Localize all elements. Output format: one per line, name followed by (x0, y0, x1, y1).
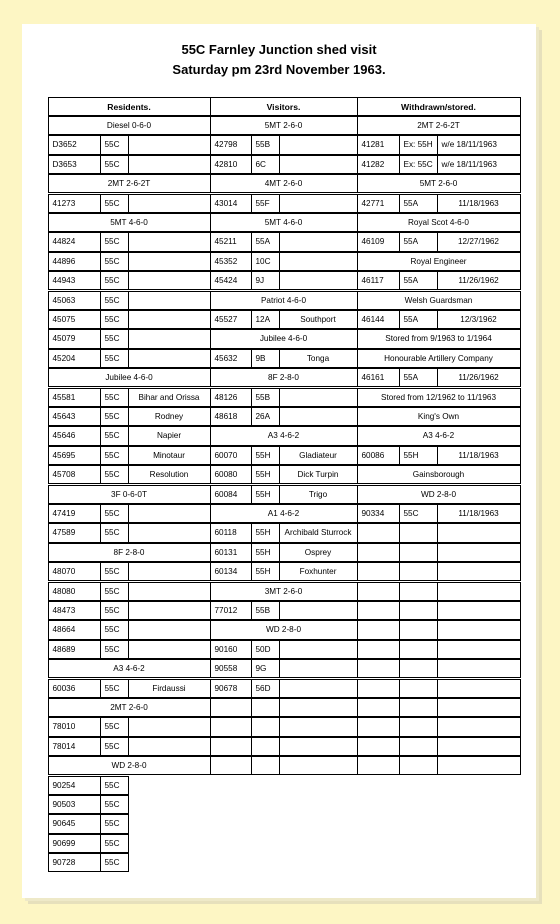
engine-number: 46117 (357, 271, 400, 290)
engine-number: 44896 (48, 252, 101, 271)
engine-number: 45643 (48, 407, 101, 426)
shed-code (399, 698, 438, 717)
withdrawn-class-label: Gainsborough (357, 465, 521, 484)
withdrawn-class-label: A3 4-6-2 (357, 426, 521, 445)
shed-code: 55F (251, 194, 280, 213)
shed-code (399, 543, 438, 562)
withdrawn-date: 11/18/1963 (437, 446, 521, 465)
engine-name: Southport (279, 310, 358, 329)
shed-code: 55C (100, 601, 129, 620)
engine-name (279, 252, 358, 271)
shed-code: 55C (100, 252, 129, 271)
shed-code (399, 582, 438, 601)
engine-number: 45211 (210, 232, 252, 251)
shed-code: 55C (100, 271, 129, 290)
engine-number: 90678 (210, 679, 252, 698)
withdrawn-header: Withdrawn/stored. (357, 97, 521, 116)
withdrawn-date: 11/26/1962 (437, 271, 521, 290)
engine-number: 90334 (357, 504, 400, 523)
shed-code: 9J (251, 271, 280, 290)
engine-number (357, 582, 400, 601)
shed-code: 55H (251, 523, 280, 542)
visitors-class-label: 5MT 4-6-0 (210, 213, 358, 232)
withdrawn-date (437, 601, 521, 620)
shed-code (399, 717, 438, 736)
engine-number: 45527 (210, 310, 252, 329)
engine-number: 42798 (210, 135, 252, 154)
engine-number: 77012 (210, 601, 252, 620)
engine-number: 46109 (357, 232, 400, 251)
engine-name (128, 232, 211, 251)
withdrawn-date (437, 523, 521, 542)
engine-number: 48080 (48, 582, 101, 601)
engine-name: Gladiateur (279, 446, 358, 465)
engine-name (279, 232, 358, 251)
engine-number: 78010 (48, 717, 101, 736)
page-title: 55C Farnley Junction shed visit (181, 42, 377, 57)
engine-number (357, 543, 400, 562)
withdrawn-class-label: Royal Engineer (357, 252, 521, 271)
engine-number: 47419 (48, 504, 101, 523)
shed-code: 55C (100, 679, 129, 698)
shed-code: 55C (100, 582, 129, 601)
visitors-class-label: 4MT 2-6-0 (210, 174, 358, 193)
visitors-class-label: Jubilee 4-6-0 (210, 329, 358, 348)
engine-name (128, 737, 211, 756)
shed-code: Ex: 55C (399, 155, 438, 174)
residents-class-label: 3F 0-6-0T (48, 485, 211, 504)
engine-number: 78014 (48, 737, 101, 756)
engine-name (128, 640, 211, 659)
engine-number: 60070 (210, 446, 252, 465)
engine-number: 46161 (357, 368, 400, 387)
shed-code (251, 737, 280, 756)
engine-number (357, 756, 400, 775)
engine-name (128, 523, 211, 542)
shed-code: 55C (100, 446, 129, 465)
withdrawn-date (437, 640, 521, 659)
engine-name: Osprey (279, 543, 358, 562)
shed-code (399, 601, 438, 620)
shed-code: 55A (399, 368, 438, 387)
withdrawn-class-label: Stored from 12/1962 to 11/1963 (357, 388, 521, 407)
shed-code: 56D (251, 679, 280, 698)
engine-number: 48664 (48, 620, 101, 639)
engine-number: 48473 (48, 601, 101, 620)
visitors-class-label: 8F 2-8-0 (210, 368, 358, 387)
shed-code: 55H (251, 446, 280, 465)
withdrawn-date: 11/18/1963 (437, 504, 521, 523)
shed-code: 55C (100, 388, 129, 407)
engine-number: D3653 (48, 155, 101, 174)
engine-number: 90503 (48, 795, 101, 814)
withdrawn-date (437, 582, 521, 601)
engine-name: Resolution (128, 465, 211, 484)
withdrawn-date (437, 659, 521, 678)
engine-name (279, 717, 358, 736)
residents-class-label: A3 4-6-2 (48, 659, 211, 678)
shed-code: 55C (100, 465, 129, 484)
withdrawn-date (437, 562, 521, 581)
withdrawn-class-label: WD 2-8-0 (357, 485, 521, 504)
shed-code: 55C (100, 504, 129, 523)
shed-code: 55A (399, 194, 438, 213)
shed-code: 55C (100, 737, 129, 756)
engine-number (357, 737, 400, 756)
shed-code (251, 698, 280, 717)
visitors-class-label: 5MT 2-6-0 (210, 116, 358, 135)
shed-code (399, 640, 438, 659)
engine-number: 90160 (210, 640, 252, 659)
shed-code: 55C (100, 795, 129, 814)
residents-header: Residents. (48, 97, 211, 116)
engine-number (357, 640, 400, 659)
withdrawn-date (437, 698, 521, 717)
engine-number: 44943 (48, 271, 101, 290)
engine-number (357, 679, 400, 698)
withdrawn-date (437, 679, 521, 698)
engine-number: 45063 (48, 291, 101, 310)
engine-number (210, 698, 252, 717)
shed-code: 55H (399, 446, 438, 465)
withdrawn-date (437, 717, 521, 736)
engine-number: 48689 (48, 640, 101, 659)
withdrawn-date: 11/26/1962 (437, 368, 521, 387)
withdrawn-class-label: Welsh Guardsman (357, 291, 521, 310)
engine-number (357, 562, 400, 581)
engine-number: 45708 (48, 465, 101, 484)
engine-name: Bihar and Orissa (128, 388, 211, 407)
engine-name (128, 620, 211, 639)
withdrawn-class-label: 5MT 2-6-0 (357, 174, 521, 193)
engine-number (210, 756, 252, 775)
engine-name: Firdaussi (128, 679, 211, 698)
engine-name (279, 407, 358, 426)
shed-code: 55A (399, 232, 438, 251)
engine-number: 90645 (48, 814, 101, 833)
residents-class-label: 5MT 4-6-0 (48, 213, 211, 232)
shed-code: 55C (100, 329, 129, 348)
shed-code (251, 756, 280, 775)
withdrawn-class-label: 2MT 2-6-2T (357, 116, 521, 135)
shed-code (399, 737, 438, 756)
engine-number: 47589 (48, 523, 101, 542)
shed-code: 55B (251, 601, 280, 620)
engine-number: 41281 (357, 135, 400, 154)
shed-code (399, 679, 438, 698)
shed-code: 9G (251, 659, 280, 678)
engine-number: 48126 (210, 388, 252, 407)
engine-name (128, 310, 211, 329)
residents-class-label: 2MT 2-6-0 (48, 698, 211, 717)
engine-name: Archibald Sturrock (279, 523, 358, 542)
shed-code: 55H (251, 485, 280, 504)
engine-name: Napier (128, 426, 211, 445)
shed-code: 55B (251, 388, 280, 407)
shed-code: 55C (100, 194, 129, 213)
engine-number: 60036 (48, 679, 101, 698)
shed-code: 50D (251, 640, 280, 659)
engine-name (128, 252, 211, 271)
engine-number: 45075 (48, 310, 101, 329)
engine-name (128, 717, 211, 736)
engine-number: 45204 (48, 349, 101, 368)
shed-code: 55C (399, 504, 438, 523)
engine-number: 45352 (210, 252, 252, 271)
engine-name (128, 135, 211, 154)
shed-code: 55C (100, 310, 129, 329)
engine-number: 60080 (210, 465, 252, 484)
residents-class-label: Diesel 0-6-0 (48, 116, 211, 135)
withdrawn-class-label: King's Own (357, 407, 521, 426)
shed-code: 55B (251, 135, 280, 154)
shed-code (399, 756, 438, 775)
engine-name: Dick Turpin (279, 465, 358, 484)
withdrawn-date: 12/27/1962 (437, 232, 521, 251)
engine-name (279, 194, 358, 213)
withdrawn-class-label: Stored from 9/1963 to 1/1964 (357, 329, 521, 348)
engine-number (210, 717, 252, 736)
engine-name (128, 155, 211, 174)
shed-code: 55C (100, 562, 129, 581)
engine-name (128, 271, 211, 290)
shed-code: 55C (100, 135, 129, 154)
engine-number (357, 717, 400, 736)
engine-number (357, 659, 400, 678)
shed-code: 55C (100, 523, 129, 542)
shed-code: 26A (251, 407, 280, 426)
shed-code: 55H (251, 465, 280, 484)
engine-number (357, 523, 400, 542)
engine-name (279, 679, 358, 698)
engine-number (357, 698, 400, 717)
engine-name (279, 135, 358, 154)
engine-number: 90254 (48, 776, 101, 795)
shed-code: 55C (100, 620, 129, 639)
withdrawn-date: w/e 18/11/1963 (437, 135, 521, 154)
shed-code: 55C (100, 834, 129, 853)
shed-code: 55H (251, 562, 280, 581)
shed-code: 55C (100, 426, 129, 445)
engine-name (279, 271, 358, 290)
engine-name (279, 640, 358, 659)
withdrawn-date: 11/18/1963 (437, 194, 521, 213)
engine-name: Tonga (279, 349, 358, 368)
engine-name (128, 582, 211, 601)
engine-number: 90558 (210, 659, 252, 678)
engine-number: 90728 (48, 853, 101, 872)
withdrawn-class-label: Royal Scot 4-6-0 (357, 213, 521, 232)
engine-number: 45424 (210, 271, 252, 290)
engine-number: 48070 (48, 562, 101, 581)
shed-code: 55A (251, 232, 280, 251)
engine-name (279, 659, 358, 678)
shed-code (399, 562, 438, 581)
engine-number: 45646 (48, 426, 101, 445)
engine-number: 45079 (48, 329, 101, 348)
engine-number: 44824 (48, 232, 101, 251)
engine-number: 42810 (210, 155, 252, 174)
shed-code: 55C (100, 776, 129, 795)
shed-code (399, 620, 438, 639)
shed-code: 55C (100, 291, 129, 310)
shed-code: 6C (251, 155, 280, 174)
shed-code: 55C (100, 155, 129, 174)
shed-code: 55C (100, 349, 129, 368)
engine-name: Trigo (279, 485, 358, 504)
engine-number: 45581 (48, 388, 101, 407)
engine-name (279, 155, 358, 174)
shed-code (399, 523, 438, 542)
shed-code (399, 659, 438, 678)
engine-number: 60134 (210, 562, 252, 581)
residents-class-label: 2MT 2-6-2T (48, 174, 211, 193)
engine-number (357, 601, 400, 620)
shed-code: 12A (251, 310, 280, 329)
shed-code: 55C (100, 640, 129, 659)
engine-number: 45632 (210, 349, 252, 368)
engine-name (279, 737, 358, 756)
engine-name (128, 329, 211, 348)
engine-name: Rodney (128, 407, 211, 426)
shed-code: 55C (100, 853, 129, 872)
visitors-class-label: Patriot 4-6-0 (210, 291, 358, 310)
withdrawn-date: w/e 18/11/1963 (437, 155, 521, 174)
engine-number: 41273 (48, 194, 101, 213)
engine-number: 60084 (210, 485, 252, 504)
withdrawn-date (437, 756, 521, 775)
engine-number: 90699 (48, 834, 101, 853)
engine-number: 46144 (357, 310, 400, 329)
engine-name (128, 504, 211, 523)
shed-code: 10C (251, 252, 280, 271)
engine-name (128, 194, 211, 213)
engine-name (279, 698, 358, 717)
shed-code: 55C (100, 814, 129, 833)
residents-class-label: Jubilee 4-6-0 (48, 368, 211, 387)
visitors-class-label: WD 2-8-0 (210, 620, 358, 639)
engine-number: 41282 (357, 155, 400, 174)
shed-code: 55A (399, 271, 438, 290)
page-subtitle: Saturday pm 23rd November 1963. (172, 62, 386, 77)
engine-name (128, 601, 211, 620)
residents-class-label: WD 2-8-0 (48, 756, 211, 775)
visitors-class-label: A1 4-6-2 (210, 504, 358, 523)
shed-code: 55C (100, 232, 129, 251)
shed-code (251, 717, 280, 736)
withdrawn-date: 12/3/1962 (437, 310, 521, 329)
shed-code: 55A (399, 310, 438, 329)
engine-number: 43014 (210, 194, 252, 213)
withdrawn-date (437, 620, 521, 639)
withdrawn-date (437, 737, 521, 756)
engine-name (128, 562, 211, 581)
residents-class-label: 8F 2-8-0 (48, 543, 211, 562)
shed-code: Ex: 55H (399, 135, 438, 154)
engine-name (279, 756, 358, 775)
engine-name (128, 291, 211, 310)
visitors-header: Visitors. (210, 97, 358, 116)
engine-name (279, 601, 358, 620)
engine-name (128, 349, 211, 368)
shed-code: 55C (100, 717, 129, 736)
visitors-class-label: A3 4-6-2 (210, 426, 358, 445)
engine-number: 45695 (48, 446, 101, 465)
visitors-class-label: 3MT 2-6-0 (210, 582, 358, 601)
engine-name: Minotaur (128, 446, 211, 465)
shed-code: 55H (251, 543, 280, 562)
engine-number (357, 620, 400, 639)
engine-number: 60086 (357, 446, 400, 465)
shed-code: 9B (251, 349, 280, 368)
engine-number: 60131 (210, 543, 252, 562)
withdrawn-date (437, 543, 521, 562)
engine-number: 42771 (357, 194, 400, 213)
engine-number: 60118 (210, 523, 252, 542)
engine-number: D3652 (48, 135, 101, 154)
engine-name (279, 388, 358, 407)
engine-name: Foxhunter (279, 562, 358, 581)
withdrawn-class-label: Honourable Artillery Company (357, 349, 521, 368)
engine-number: 48618 (210, 407, 252, 426)
engine-number (210, 737, 252, 756)
shed-code: 55C (100, 407, 129, 426)
